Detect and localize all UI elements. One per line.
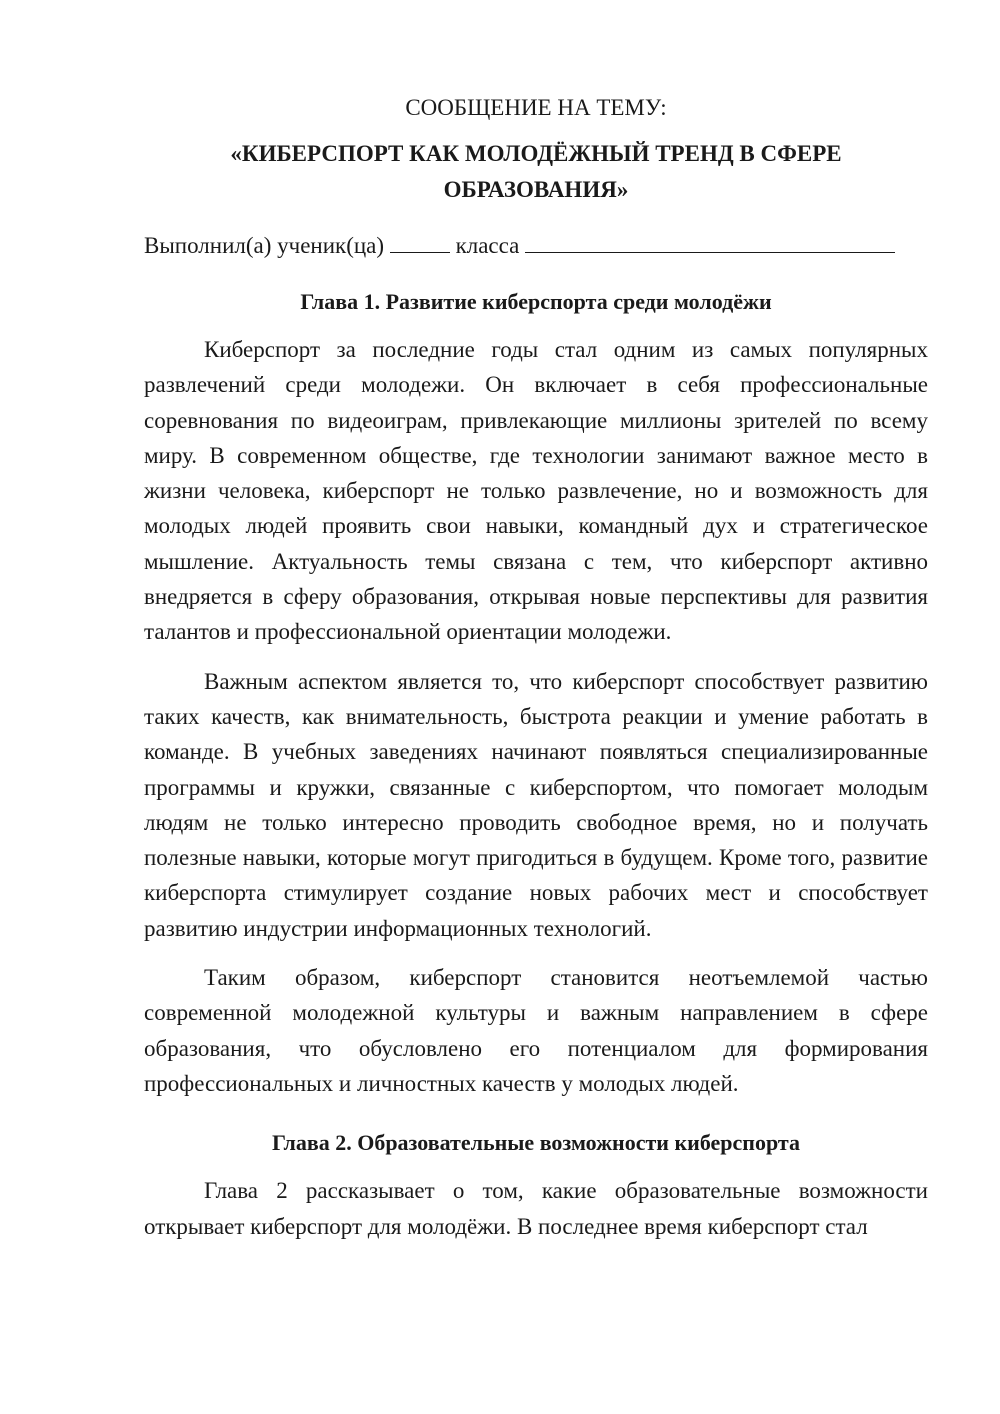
signature-class-label: класса bbox=[455, 233, 520, 258]
chapter-1-heading: Глава 1. Развитие киберспорта среди молодёжи bbox=[300, 289, 772, 314]
signature-prefix: Выполнил(а) ученик(ца) bbox=[144, 233, 385, 258]
chapter-1-paragraph-2: Важным аспектом является то, что киберспорт способствует развитию таких качеств, как внимательность, быстрота реакции и умение работать в команде. В учебных заведениях начинают появляться специализированные программы и кружки, связанные с киберспортом, что помогает молодым людям не только интересно проводить свободное время, но и получать полезные навыки, которые могут пригодиться в будущем. Кроме того, развитие киберспорта стимулирует создание новых рабочих мест и способствует развитию индустрии информационных технологий. bbox=[144, 668, 928, 941]
chapter-1-paragraph-1: Киберспорт за последние годы стал одним из самых популярных развлечений среди молодежи. Он включает в себя профессиональные соревнования по видеоиграм, привлекающие миллионы зрителей по всему миру. В современном обществе, где технологии занимают важное место в жизни человека, киберспорт не только развлечение, но и возможность для молодых людей проявить свои навыки, командный дух и стратегическое мышление. Актуальность темы связана с тем, что киберспорт активно внедряется в сферу образования, открывая новые перспективы для развития талантов и профессиональной ориентации молодежи. bbox=[144, 337, 928, 645]
title-line-2: ОБРАЗОВАНИЯ» bbox=[443, 177, 629, 202]
chapter-2-heading: Глава 2. Образовательные возможности киберспорта bbox=[271, 1130, 801, 1156]
chapter-2-paragraph-1: Глава 2 рассказывает о том, какие образовательные возможности открывает киберспорт для молодёжи. В последнее время киберспорт стал bbox=[144, 1178, 928, 1239]
title-line-1: «КИБЕРСПОРТ КАК МОЛОДЁЖНЫЙ ТРЕНД В СФЕРЕ bbox=[230, 141, 842, 166]
chapter-1-paragraph-3: Таким образом, киберспорт становится неотъемлемой частью современной молодежной культуры и важным направлением в сфере образования, что обусловлено его потенциалом для формирования профессиональных и личностных качеств у молодых людей. bbox=[144, 965, 928, 1096]
document-header: СООБЩЕНИЕ НА ТЕМУ: bbox=[405, 95, 667, 120]
class-blank-field[interactable] bbox=[390, 230, 450, 253]
name-blank-field[interactable] bbox=[525, 230, 895, 253]
signature-line bbox=[144, 230, 928, 262]
document-page bbox=[144, 92, 928, 1244]
document-title bbox=[144, 136, 928, 208]
